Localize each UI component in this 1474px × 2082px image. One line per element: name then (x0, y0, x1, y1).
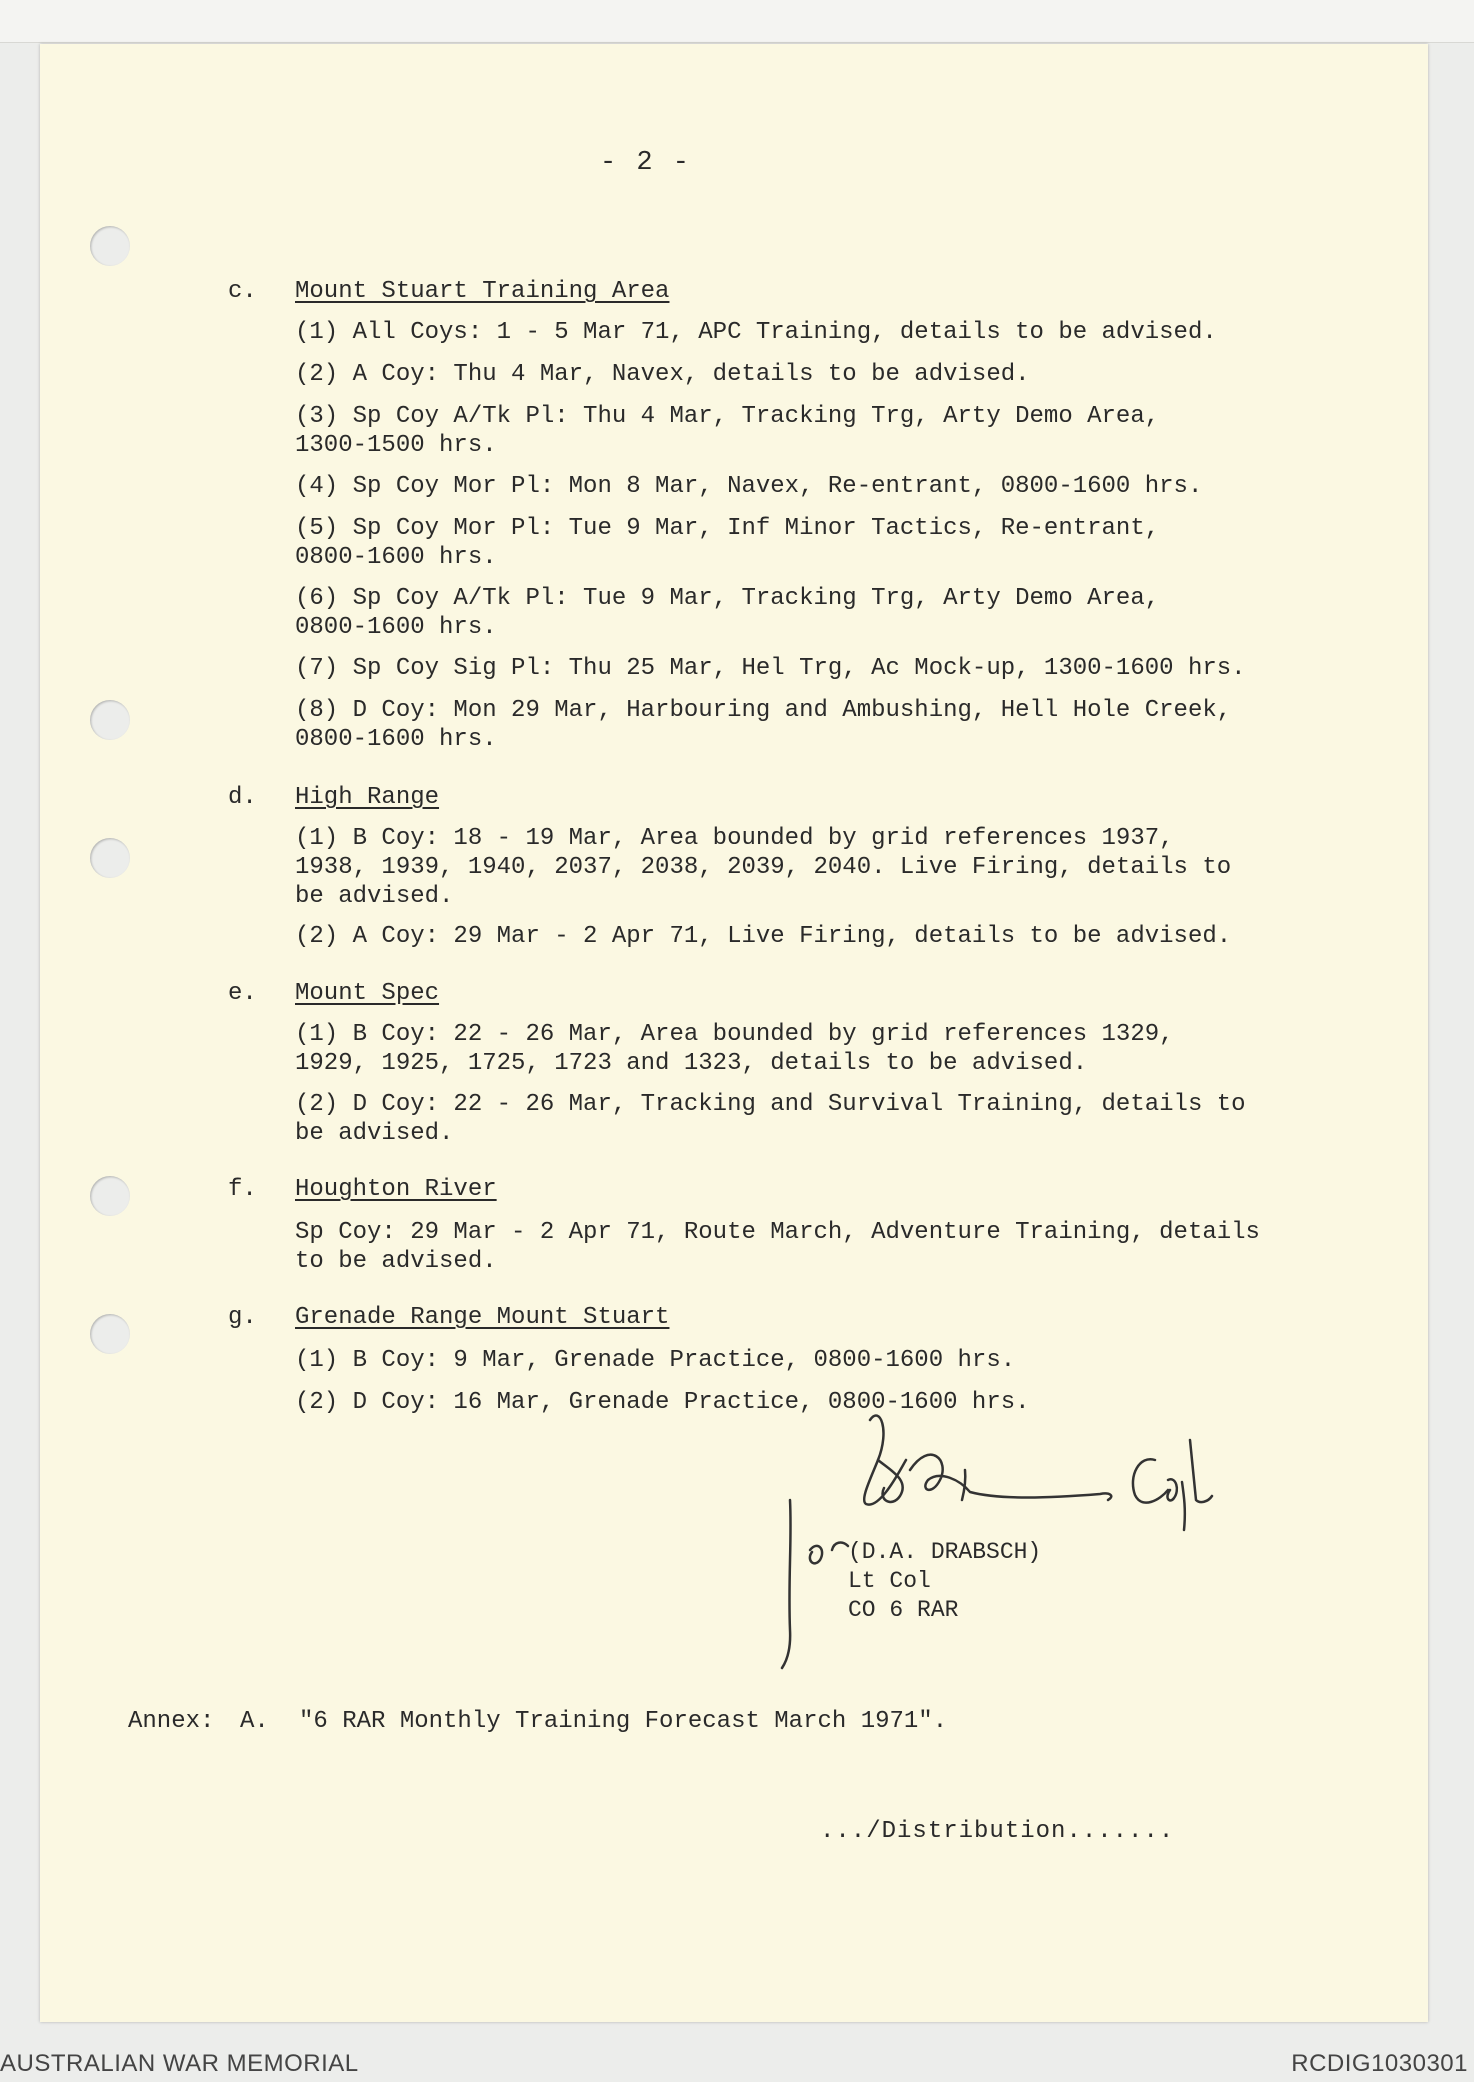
list-item: (7) Sp Coy Sig Pl: Thu 25 Mar, Hel Trg, Ac Mock-up, 1300-1600 hrs. (295, 655, 1246, 682)
punch-hole (90, 1314, 130, 1354)
list-item: (1) B Coy: 9 Mar, Grenade Practice, 0800-1600 hrs. (295, 1347, 1016, 1374)
section-letter: d. (228, 784, 257, 811)
section-letter: g. (228, 1304, 257, 1331)
punch-hole (90, 226, 130, 266)
signature-block (848, 1538, 1041, 1625)
continuation-note: .../Distribution....... (820, 1818, 1175, 1845)
list-item: (2) D Coy: 16 Mar, Grenade Practice, 0800-1600 hrs. (295, 1389, 1030, 1416)
punch-hole (90, 1176, 130, 1216)
page-number: - 2 - (600, 148, 692, 178)
list-item: (3) Sp Coy A/Tk Pl: Thu 4 Mar, Tracking Trg, Arty Demo Area, 1300-1500 hrs. (295, 403, 1160, 459)
list-item: (4) Sp Coy Mor Pl: Mon 8 Mar, Navex, Re-entrant, 0800-1600 hrs. (295, 473, 1203, 500)
signatory-name: (D.A. DRABSCH) (848, 1539, 1042, 1565)
list-item: (1) B Coy: 18 - 19 Mar, Area bounded by grid references 1937, 1938, 1939, 1940, 2037, 2038, 2039, 2040. Live Firing, details to be advised. (295, 825, 1232, 910)
signatory-appointment: CO 6 RAR (848, 1597, 959, 1623)
signatory-rank: Lt Col (848, 1568, 931, 1594)
list-item: (6) Sp Coy A/Tk Pl: Tue 9 Mar, Tracking Trg, Arty Demo Area, 0800-1600 hrs. (295, 585, 1160, 641)
list-item: (8) D Coy: Mon 29 Mar, Harbouring and Ambushing, Hell Hole Creek, 0800-1600 hrs. (295, 697, 1232, 753)
punch-hole (90, 700, 130, 740)
annex-text: "6 RAR Monthly Training Forecast March 1971". (299, 1708, 948, 1735)
annex-label: Annex: (128, 1708, 215, 1735)
section-title: High Range (295, 784, 440, 811)
footer-right: RCDIG1030301 (1291, 2050, 1468, 2077)
footer-left: AUSTRALIAN WAR MEMORIAL (0, 2050, 359, 2077)
list-item: (1) All Coys: 1 - 5 Mar 71, APC Training, details to be advised. (295, 319, 1217, 346)
list-item: (2) A Coy: 29 Mar - 2 Apr 71, Live Firing, details to be advised. (295, 923, 1232, 950)
section-title: Mount Spec (295, 980, 440, 1007)
section-title: Mount Stuart Training Area (295, 278, 670, 305)
list-item: (5) Sp Coy Mor Pl: Tue 9 Mar, Inf Minor Tactics, Re-entrant, 0800-1600 hrs. (295, 515, 1160, 571)
section-title: Houghton River (295, 1176, 497, 1203)
list-item: (2) A Coy: Thu 4 Mar, Navex, details to be advised. (295, 361, 1030, 388)
scan-top-band (0, 0, 1474, 43)
list-item: (1) B Coy: 22 - 26 Mar, Area bounded by grid references 1329, 1929, 1925, 1725, 1723 and 1323, details to be advised. (295, 1021, 1174, 1077)
section-letter: c. (228, 278, 257, 305)
section-letter: f. (228, 1176, 257, 1203)
annex-letter: A. (240, 1708, 269, 1735)
punch-hole (90, 838, 130, 878)
list-item: Sp Coy: 29 Mar - 2 Apr 71, Route March, Adventure Training, details to be advised. (295, 1219, 1260, 1275)
section-title: Grenade Range Mount Stuart (295, 1304, 670, 1331)
list-item: (2) D Coy: 22 - 26 Mar, Tracking and Survival Training, details to be advised. (295, 1091, 1246, 1147)
section-letter: e. (228, 980, 257, 1007)
